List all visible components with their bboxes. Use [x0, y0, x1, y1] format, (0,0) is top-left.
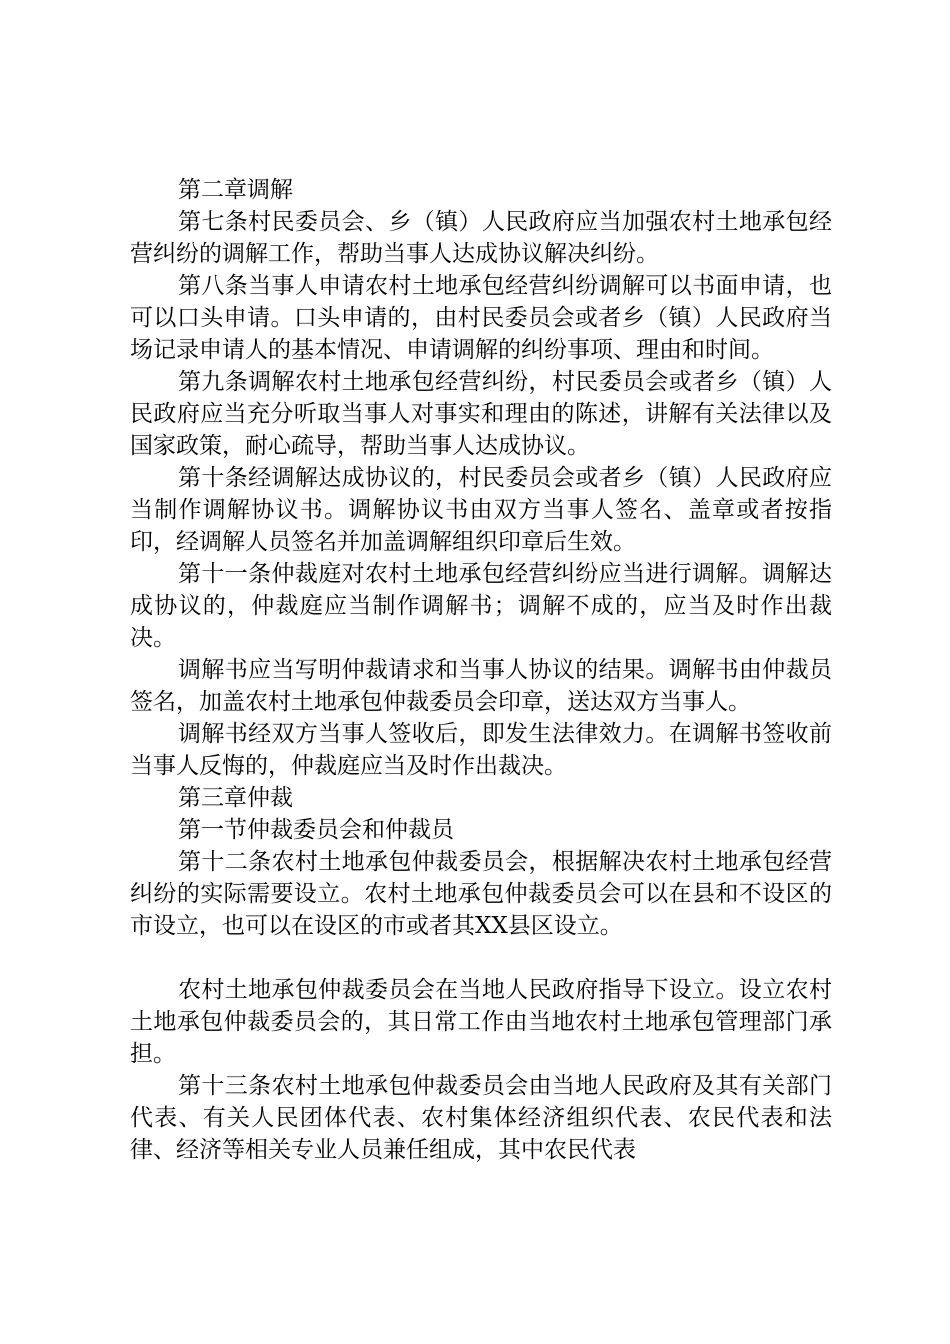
article-8: 第八条当事人申请农村土地承包经营纠纷调解可以书面申请，也可以口头申请。口头申请的，由村民委员会或者乡（镇）人民政府当场记录申请人的基本情况、申请调解的纠纷事项、理由和时间。 — [130, 273, 832, 363]
article-12-paragraph-2: 农村土地承包仲裁委员会在当地人民政府指导下设立。设立农村土地承包仲裁委员会的，其日常工作由当地农村土地承包管理部门承担。 — [130, 977, 832, 1067]
document-body — [130, 174, 832, 1166]
chapter-3-title: 第三章仲裁 — [178, 785, 293, 811]
article-11: 第十一条仲裁庭对农村土地承包经营纠纷应当进行调解。调解达成协议的，仲裁庭应当制作调解书；调解不成的，应当及时作出裁决。 — [130, 561, 832, 651]
article-13: 第十三条农村土地承包仲裁委员会由当地人民政府及其有关部门代表、有关人民团体代表、农村集体经济组织代表、农民代表和法律、经济等相关专业人员兼任组成，其中农民代表 — [130, 1073, 832, 1163]
article-7: 第七条村民委员会、乡（镇）人民政府应当加强农村土地承包经营纠纷的调解工作，帮助当事人达成协议解决纠纷。 — [130, 209, 832, 267]
article-11-paragraph-2: 调解书应当写明仲裁请求和当事人协议的结果。调解书由仲裁员签名，加盖农村土地承包仲裁委员会印章，送达双方当事人。 — [130, 657, 832, 715]
article-12: 第十二条农村土地承包仲裁委员会，根据解决农村土地承包经营纠纷的实际需要设立。农村土地承包仲裁委员会可以在县和不设区的市设立，也可以在设区的市或者其XX县区设立。 — [130, 849, 832, 939]
paragraph-gap — [130, 942, 832, 974]
article-10: 第十条经调解达成协议的，村民委员会或者乡（镇）人民政府应当制作调解协议书。调解协议书由双方当事人签名、盖章或者按指印，经调解人员签名并加盖调解组织印章后生效。 — [130, 465, 832, 555]
article-11-paragraph-3: 调解书经双方当事人签收后，即发生法律效力。在调解书签收前当事人反悔的，仲裁庭应当及时作出裁决。 — [130, 721, 832, 779]
section-1-title: 第一节仲裁委员会和仲裁员 — [178, 817, 454, 843]
chapter-2-title: 第二章调解 — [178, 177, 293, 203]
article-9: 第九条调解农村土地承包经营纠纷，村民委员会或者乡（镇）人民政府应当充分听取当事人对事实和理由的陈述，讲解有关法律以及国家政策，耐心疏导，帮助当事人达成协议。 — [130, 369, 832, 459]
